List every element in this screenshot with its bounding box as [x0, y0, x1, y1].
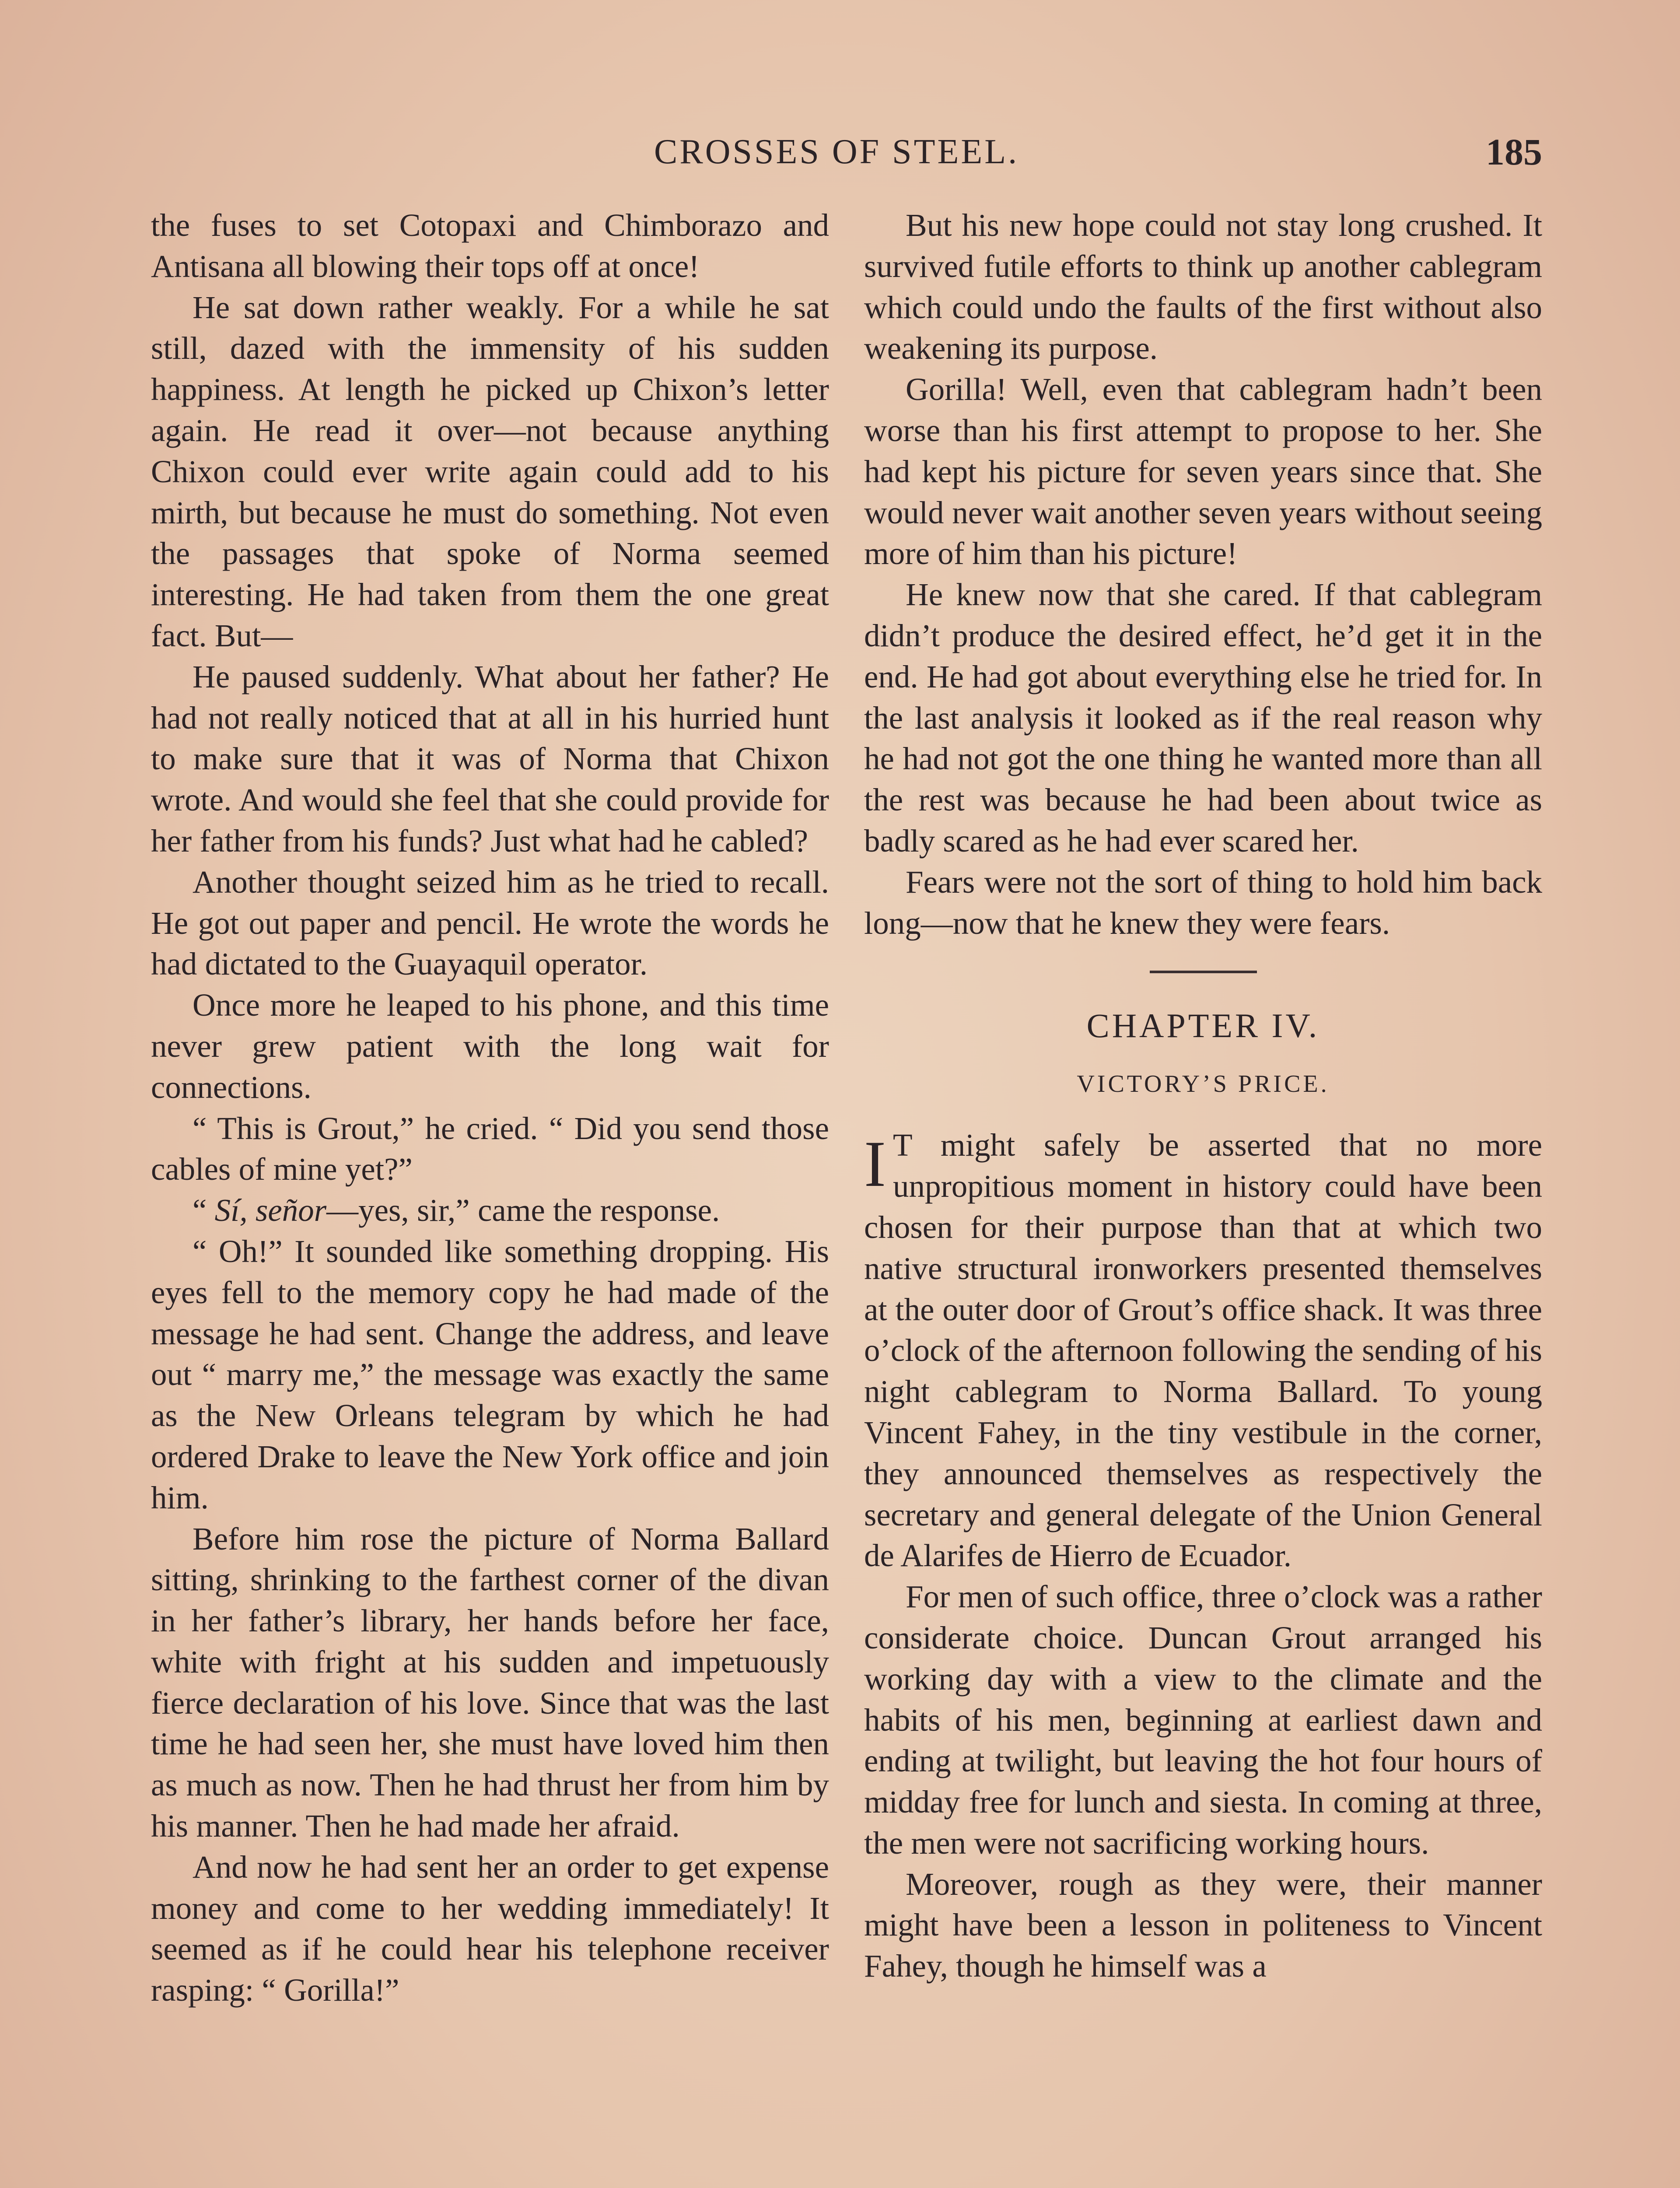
paragraph: “ This is Grout,” he cried. “ Did you send those cables of mine yet?”: [151, 1110, 829, 1187]
page-header: [151, 128, 1542, 176]
paragraph: Moreover, rough as they were, their manner might have been a lesson in politeness to Vincent Fahey, though he himself was a: [864, 1866, 1542, 1984]
paragraph: the fuses to set Cotopaxi and Chimborazo and Antisana all blowing their tops off at once!: [151, 207, 829, 284]
chapter-opening-paragraph: [864, 1125, 1542, 1576]
chapter-title: CHAPTER IV.: [1086, 1006, 1320, 1045]
page-number: 185: [1486, 131, 1542, 173]
reply-spanish: Sí, señor: [214, 1192, 327, 1228]
paragraph: Fears were not the sort of thing to hold him back long—now that he knew they were fears.: [864, 864, 1542, 941]
paragraph: Once more he leaped to his phone, and this time never grew patient with the long wait for connections.: [151, 987, 829, 1105]
dialogue-reply: [151, 1190, 829, 1231]
paragraph: Gorilla! Well, even that cablegram hadn’t been worse than his first attempt to propose to her. She had kept his picture for seven years since that. She would never wait another seven years without seeing more of him than his picture!: [864, 372, 1542, 572]
paragraph: Before him rose the picture of Norma Ballard sitting, shrinking to the farthest corner of the divan in her father’s library, her hands before her face, white with fright at his sudden and impetuously fierce declaration of his love. Since that was the last time he had seen her, she must have loved him then as much as now. Then he had thrust her from him by his manner. Then he had made her afraid.: [151, 1521, 829, 1844]
opening-text: T might safely be asserted that no more unpropitious moment in history could have been chosen for their purpose than that at which two native structural ironworkers presented themselves at the outer door of Grout’s office shack. It was three o’clock of the afternoon following the sending of his night cablegram to Norma Ballard. To young Vincent Fahey, in the tiny vestibule in the corner, they announced themselves as respectively the secretary and general delegate of the Union General de Alarifes de Hierro de Ecuador.: [864, 1127, 1542, 1574]
paragraph: For men of such office, three o’clock was a rather considerate choice. Duncan Grout arranged his working day with a view to the climate and the habits of his men, beginning at earliest dawn and ending at twilight, but leaving the hot four hours of midday free for lunch and siesta. In coming at three, the men were not sacrificing working hours.: [864, 1579, 1542, 1861]
paragraph: He paused suddenly. What about her father? He had not really noticed that at all in his hurried hunt to make sure that it was of Norma that Chixon wrote. And would she feel that she could provide for her father from his funds? Just what had he cabled?: [151, 659, 829, 859]
chapter-subtitle: VICTORY’S PRICE.: [1077, 1070, 1330, 1098]
paragraph: Another thought seized him as he tried to recall. He got out paper and pencil. He wrote the words he had dictated to the Guayaquil operator.: [151, 864, 829, 982]
right-column: [864, 205, 1542, 1987]
reply-rest: —yes, sir,” came the response.: [326, 1192, 720, 1228]
reply-open-quote: “: [192, 1192, 215, 1228]
left-column: [151, 205, 829, 2011]
paragraph: And now he had sent her an order to get expense money and come to her wedding immediately! It seemed as if he could hear his telephone receiver rasping: “ Gorilla!”: [151, 1849, 829, 2008]
paragraph: But his new hope could not stay long crushed. It survived futile efforts to think up another cablegram which could undo the faults of the first without also weakening its purpose.: [864, 207, 1542, 366]
paragraph: “ Oh!” It sounded like something dropping. His eyes fell to the memory copy he had made of the message he had sent. Change the address, and leave out “ marry me,” the message was exactly the same as the New Orleans telegram by which he had ordered Drake to leave the New York office and join him.: [151, 1233, 829, 1515]
paragraph: He sat down rather weakly. For a while he sat still, dazed with the immensity of his sudden happiness. At length he picked up Chixon’s letter again. He read it over—not because anything Chixon could ever write again could add to his mirth, but because he must do something. Not even the passages that spoke of Norma seemed interesting. He had taken from them the one great fact. But—: [151, 289, 829, 653]
running-title: CROSSES OF STEEL.: [654, 133, 1019, 171]
paragraph: He knew now that she cared. If that cablegram didn’t produce the desired effect, he’d get it in the end. He had got about everything else he tried for. In the last analysis it looked as if the real reason why he had not got the one thing he wanted more than all the rest was because he had been about twice as badly scared as he had ever scared her.: [864, 577, 1542, 859]
section-divider: [1150, 971, 1257, 973]
drop-cap: I: [864, 1128, 886, 1201]
